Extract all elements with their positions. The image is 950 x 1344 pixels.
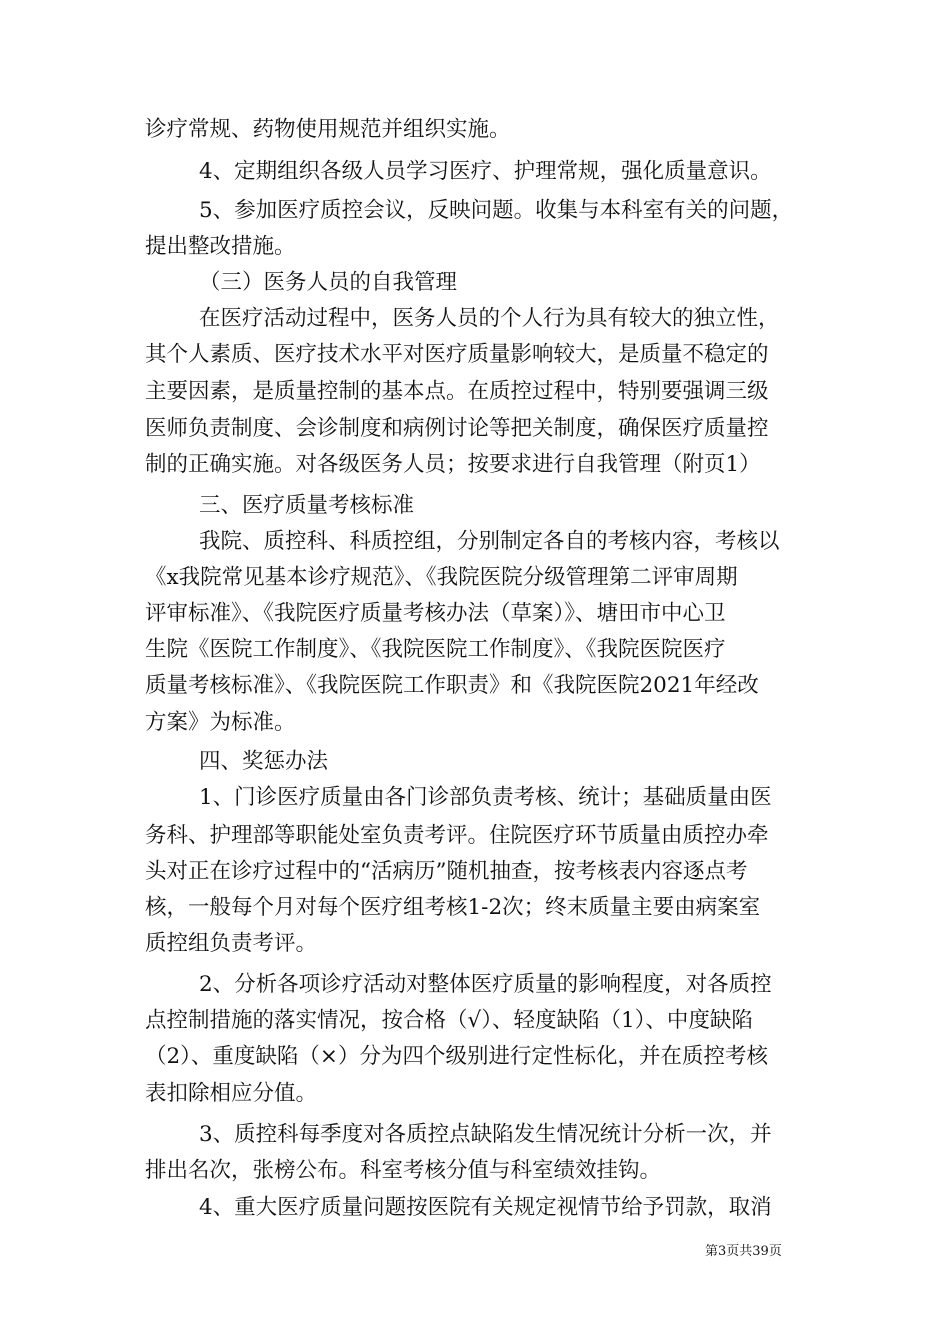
text-line: 务科、护理部等职能处室负责考评。住院医疗环节质量由质控办牵 — [145, 823, 769, 848]
text-line: 头对正在诊疗过程中的“活病历”随机抽查，按考核表内容逐点考 — [145, 859, 748, 884]
text-line: 我院、质控科、科质控组，分别制定各自的考核内容，考核以 — [199, 529, 780, 554]
text-line: 提出整改措施。 — [145, 234, 296, 259]
text-line: 制的正确实施。对各级医务人员；按要求进行自我管理（附页1） — [145, 452, 761, 477]
text-line: 2、分析各项诊疗活动对整体医疗质量的影响程度，对各质控 — [199, 972, 772, 997]
page-number-footer: 第3页共39页 — [705, 1244, 782, 1259]
text-line: 核，一般每个月对每个医疗组考核1-2次；终末质量主要由病案室 — [145, 895, 761, 920]
text-line: 诊疗常规、药物使用规范并组织实施。 — [145, 117, 511, 142]
text-line: 方案》为标准。 — [145, 710, 296, 735]
text-line: 3、质控科每季度对各质控点缺陷发生情况统计分析一次，并 — [199, 1122, 772, 1147]
text-line: 医师负责制度、会诊制度和病例讨论等把关制度，确保医疗质量控 — [145, 416, 769, 441]
text-line: 5、参加医疗质控会议，反映问题。收集与本科室有关的问题， — [199, 198, 794, 223]
text-line: 表扣除相应分值。 — [145, 1081, 318, 1106]
section-heading: （三）医务人员的自我管理 — [199, 270, 458, 295]
text-line: 其个人素质、医疗技术水平对医疗质量影响较大，是质量不稳定的 — [145, 342, 769, 367]
text-line: 在医疗活动过程中，医务人员的个人行为具有较大的独立性， — [199, 306, 780, 331]
text-line: 质控组负责考评。 — [145, 931, 318, 956]
text-line: 《x我院常见基本诊疗规范》、《我院医院分级管理第二评审周期 — [145, 565, 738, 590]
text-line: 点控制措施的落实情况，按合格（√）、轻度缺陷（1）、中度缺陷 — [145, 1008, 753, 1033]
text-line: 4、定期组织各级人员学习医疗、护理常规，强化质量意识。 — [199, 159, 772, 184]
text-line: 评审标准》、《我院医疗质量考核办法（草案）》、塘田市中心卫 — [145, 601, 726, 626]
text-line: 排出名次，张榜公布。科室考核分值与科室绩效挂钩。 — [145, 1158, 662, 1183]
section-heading: 三、医疗质量考核标准 — [199, 493, 415, 518]
section-heading: 四、奖惩办法 — [199, 749, 329, 774]
text-line: 质量考核标准》、《我院医院工作职责》和《我院医院2021年经改 — [145, 673, 759, 698]
text-line: 生院《医院工作制度》、《我院医院工作制度》、《我院医院医疗 — [145, 637, 726, 662]
text-line: （2）、重度缺陷（×）分为四个级别进行定性标化，并在质控考核 — [145, 1044, 768, 1069]
text-line: 1、门诊医疗质量由各门诊部负责考核、统计；基础质量由医 — [199, 785, 772, 810]
text-line: 4、重大医疗质量问题按医院有关规定视情节给予罚款，取消 — [199, 1195, 772, 1220]
text-line: 主要因素，是质量控制的基本点。在质控过程中，特别要强调三级 — [145, 379, 769, 404]
